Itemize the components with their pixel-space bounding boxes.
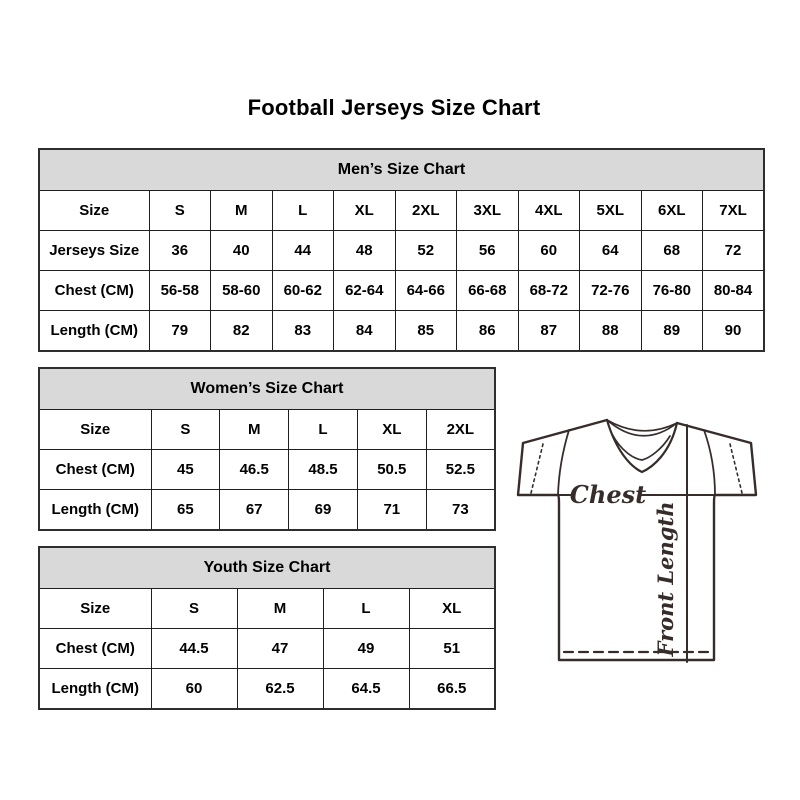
value-cell: 50.5 bbox=[357, 450, 426, 490]
size-column-header: 4XL bbox=[518, 191, 580, 231]
value-cell: 44.5 bbox=[151, 629, 237, 669]
row-label-cell: Jerseys Size bbox=[39, 231, 149, 271]
value-cell: 64 bbox=[580, 231, 642, 271]
front-length-measure-label: Front Length bbox=[653, 501, 678, 657]
size-column-header: L bbox=[289, 410, 358, 450]
value-cell: 52 bbox=[395, 231, 457, 271]
cuff-stitch-right bbox=[730, 444, 742, 493]
value-cell: 62.5 bbox=[237, 669, 323, 710]
size-column-header: L bbox=[272, 191, 334, 231]
value-cell: 48.5 bbox=[289, 450, 358, 490]
value-cell: 76-80 bbox=[641, 271, 703, 311]
table-title: Youth Size Chart bbox=[39, 547, 495, 589]
table-title: Men’s Size Chart bbox=[39, 149, 764, 191]
jersey-measurement-diagram bbox=[503, 413, 771, 665]
table-title: Women’s Size Chart bbox=[39, 368, 495, 410]
value-cell: 44 bbox=[272, 231, 334, 271]
size-column-header: XL bbox=[334, 191, 396, 231]
size-column-header: 5XL bbox=[580, 191, 642, 231]
value-cell: 66-68 bbox=[457, 271, 519, 311]
row-label-cell: Length (CM) bbox=[39, 669, 151, 710]
value-cell: 69 bbox=[289, 490, 358, 531]
value-cell: 85 bbox=[395, 311, 457, 352]
value-cell: 86 bbox=[457, 311, 519, 352]
row-label-cell: Chest (CM) bbox=[39, 629, 151, 669]
size-column-header: 2XL bbox=[395, 191, 457, 231]
size-column-header: S bbox=[151, 589, 237, 629]
page-title: Football Jerseys Size Chart bbox=[247, 95, 541, 120]
value-cell: 72-76 bbox=[580, 271, 642, 311]
row-label-cell: Chest (CM) bbox=[39, 271, 149, 311]
value-cell: 88 bbox=[580, 311, 642, 352]
value-cell: 49 bbox=[323, 629, 409, 669]
womens-size-table bbox=[38, 367, 496, 531]
size-column-header: M bbox=[211, 191, 273, 231]
value-cell: 36 bbox=[149, 231, 211, 271]
value-cell: 82 bbox=[211, 311, 273, 352]
row-label-header: Size bbox=[39, 589, 151, 629]
mens-size-table bbox=[38, 148, 765, 352]
value-cell: 72 bbox=[703, 231, 765, 271]
size-column-header: 3XL bbox=[457, 191, 519, 231]
value-cell: 73 bbox=[426, 490, 495, 531]
size-column-header: S bbox=[149, 191, 211, 231]
value-cell: 67 bbox=[220, 490, 289, 531]
value-cell: 64-66 bbox=[395, 271, 457, 311]
shoulder-seam-right bbox=[704, 430, 715, 495]
jersey-outline bbox=[518, 420, 756, 660]
shoulder-seam-left bbox=[558, 430, 569, 495]
value-cell: 90 bbox=[703, 311, 765, 352]
value-cell: 87 bbox=[518, 311, 580, 352]
value-cell: 45 bbox=[151, 450, 220, 490]
size-column-header: 6XL bbox=[641, 191, 703, 231]
value-cell: 65 bbox=[151, 490, 220, 531]
value-cell: 56-58 bbox=[149, 271, 211, 311]
value-cell: 47 bbox=[237, 629, 323, 669]
value-cell: 89 bbox=[641, 311, 703, 352]
value-cell: 48 bbox=[334, 231, 396, 271]
value-cell: 83 bbox=[272, 311, 334, 352]
value-cell: 46.5 bbox=[220, 450, 289, 490]
value-cell: 80-84 bbox=[703, 271, 765, 311]
size-column-header: M bbox=[237, 589, 323, 629]
size-column-header: 7XL bbox=[703, 191, 765, 231]
value-cell: 71 bbox=[357, 490, 426, 531]
value-cell: 40 bbox=[211, 231, 273, 271]
row-label-header: Size bbox=[39, 191, 149, 231]
size-column-header: 2XL bbox=[426, 410, 495, 450]
value-cell: 52.5 bbox=[426, 450, 495, 490]
value-cell: 56 bbox=[457, 231, 519, 271]
value-cell: 62-64 bbox=[334, 271, 396, 311]
youth-size-table bbox=[38, 546, 496, 710]
value-cell: 64.5 bbox=[323, 669, 409, 710]
row-label-cell: Length (CM) bbox=[39, 490, 151, 531]
size-column-header: M bbox=[220, 410, 289, 450]
value-cell: 66.5 bbox=[409, 669, 495, 710]
cuff-stitch-left bbox=[531, 444, 543, 493]
value-cell: 79 bbox=[149, 311, 211, 352]
row-label-cell: Length (CM) bbox=[39, 311, 149, 352]
value-cell: 84 bbox=[334, 311, 396, 352]
value-cell: 68-72 bbox=[518, 271, 580, 311]
value-cell: 60 bbox=[151, 669, 237, 710]
value-cell: 58-60 bbox=[211, 271, 273, 311]
value-cell: 60 bbox=[518, 231, 580, 271]
row-label-cell: Chest (CM) bbox=[39, 450, 151, 490]
value-cell: 68 bbox=[641, 231, 703, 271]
row-label-header: Size bbox=[39, 410, 151, 450]
chest-measure-label: Chest bbox=[569, 480, 647, 509]
size-column-header: L bbox=[323, 589, 409, 629]
size-column-header: XL bbox=[357, 410, 426, 450]
size-column-header: S bbox=[151, 410, 220, 450]
value-cell: 51 bbox=[409, 629, 495, 669]
size-column-header: XL bbox=[409, 589, 495, 629]
value-cell: 60-62 bbox=[272, 271, 334, 311]
